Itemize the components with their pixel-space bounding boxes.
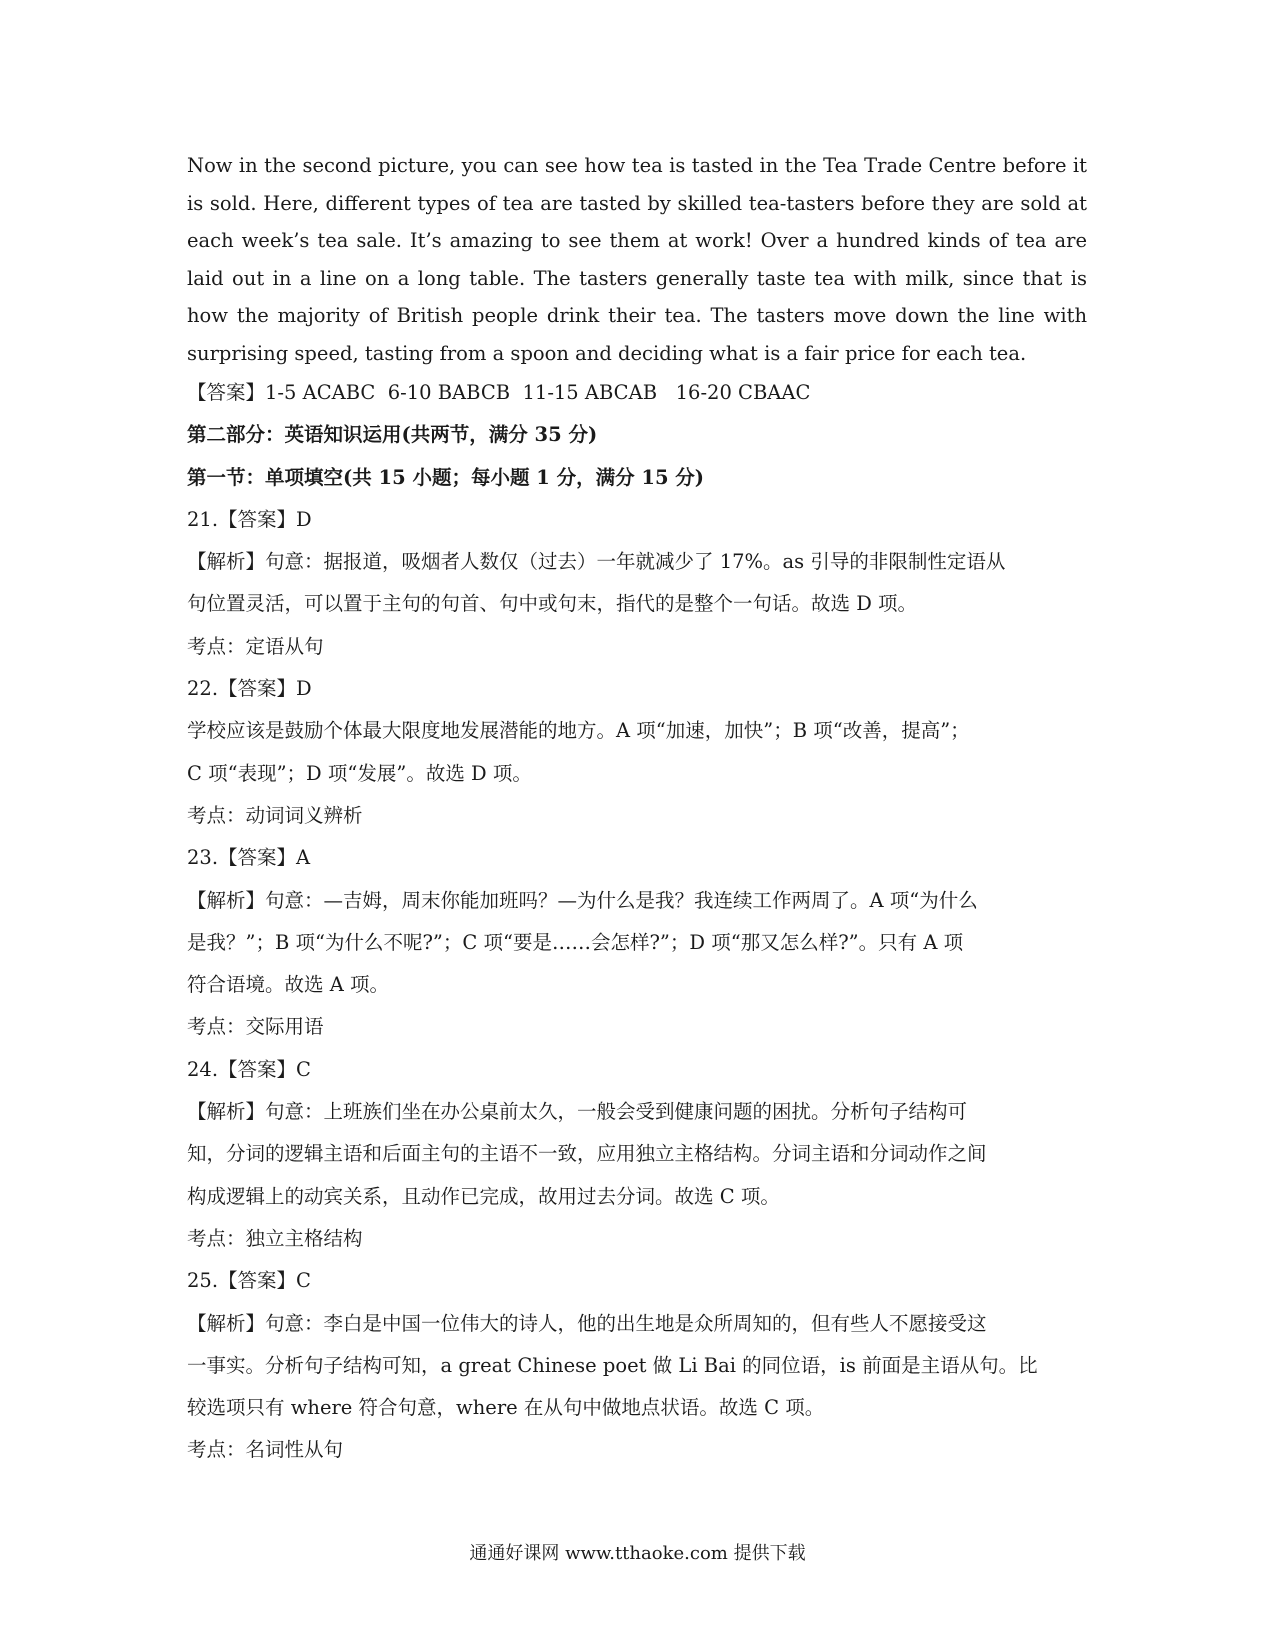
q24-key-point: 考点：独立主格结构 [187,1226,363,1250]
q25-explanation-line: 较选项只有 where 符合句意，where 在从句中做地点状语。故选 C 项。 [187,1396,825,1420]
q24-explanation-line: 【解析】句意：上班族们坐在办公桌前太久，一般会受到健康问题的困扰。分析句子结构可 [187,1100,968,1124]
q22-key-point: 考点：动词词义辨析 [187,803,363,827]
q23-explanation-line: 【解析】句意：—吉姆，周末你能加班吗？—为什么是我？我连续工作两周了。A 项“为什么 [187,888,978,912]
part2-heading: 第二部分：英语知识运用(共两节，满分 35 分) [187,423,598,447]
q22-explanation-line: 学校应该是鼓励个体最大限度地发展潜能的地方。A 项“加速，加快”；B 项“改善，提高”； [187,719,970,743]
q24-explanation-line: 知，分词的逻辑主语和后面主句的主语不一致，应用独立主格结构。分词主语和分词动作之间 [187,1142,987,1166]
answer-group: 11-15 ABCAB [522,381,658,404]
q23-explanation-line: 符合语境。故选 A 项。 [187,973,389,997]
reading-passage: Now in the second picture, you can see how tea is tasted in the Tea Trade Centre before it is sold. Here, different types of tea are tasted by skilled tea-tasters before they are sold at each week’s tea sale. It’s amazing to see them at work! Over a hundred kinds of tea are laid out in a line on a long table. The tasters generally taste tea with milk, since that is how the majority of British people drink their tea. The tasters move down the line with surprising speed, tasting from a spoon and deciding what is a fair price for each tea. [187,154,1087,365]
q21-answer: 21.【答案】D [187,507,312,531]
answer-group: 6-10 BABCB [387,381,511,404]
q25-explanation-line: 【解析】句意：李白是中国一位伟大的诗人，他的出生地是众所周知的，但有些人不愿接受这 [187,1311,987,1335]
q22-answer: 22.【答案】D [187,677,312,701]
answer-group: 1-5 ACABC [265,381,376,404]
q25-key-point: 考点：名词性从句 [187,1438,344,1462]
q23-key-point: 考点：交际用语 [187,1015,324,1039]
q23-explanation-line: 是我？”；B 项“为什么不呢?”；C 项“要是……会怎样?”；D 项“那又怎么样?”。只有 A 项 [187,930,964,954]
q21-explanation-line: 【解析】句意：据报道，吸烟者人数仅（过去）一年就减少了 17%。as 引导的非限制性定语从 [187,550,1006,574]
q21-explanation-line: 句位置灵活，可以置于主句的句首、句中或句末，指代的是整个一句话。故选 D 项。 [187,592,918,616]
q24-explanation-line: 构成逻辑上的动宾关系，且动作已完成，故用过去分词。故选 C 项。 [187,1184,780,1208]
q25-answer: 25.【答案】C [187,1269,311,1293]
q25-explanation-line: 一事实。分析句子结构可知，a great Chinese poet 做 Li Bai 的同位语，is 前面是主语从句。比 [187,1353,1038,1377]
q22-explanation-line: C 项“表现”；D 项“发展”。故选 D 项。 [187,761,532,785]
q21-key-point: 考点：定语从句 [187,634,324,658]
answer-group: 16-20 CBAAC [675,381,811,404]
page-body [187,147,1087,1472]
q24-answer: 24.【答案】C [187,1057,311,1081]
part1-answer-key [187,372,1087,414]
page-footer: 通通好课网 www.tthaoke.com 提供下载 [469,1543,806,1564]
q23-answer: 23.【答案】A [187,846,311,870]
section1-heading: 第一节：单项填空(共 15 小题；每小题 1 分，满分 15 分) [187,465,705,489]
answer-label: 【答案】 [187,381,266,404]
